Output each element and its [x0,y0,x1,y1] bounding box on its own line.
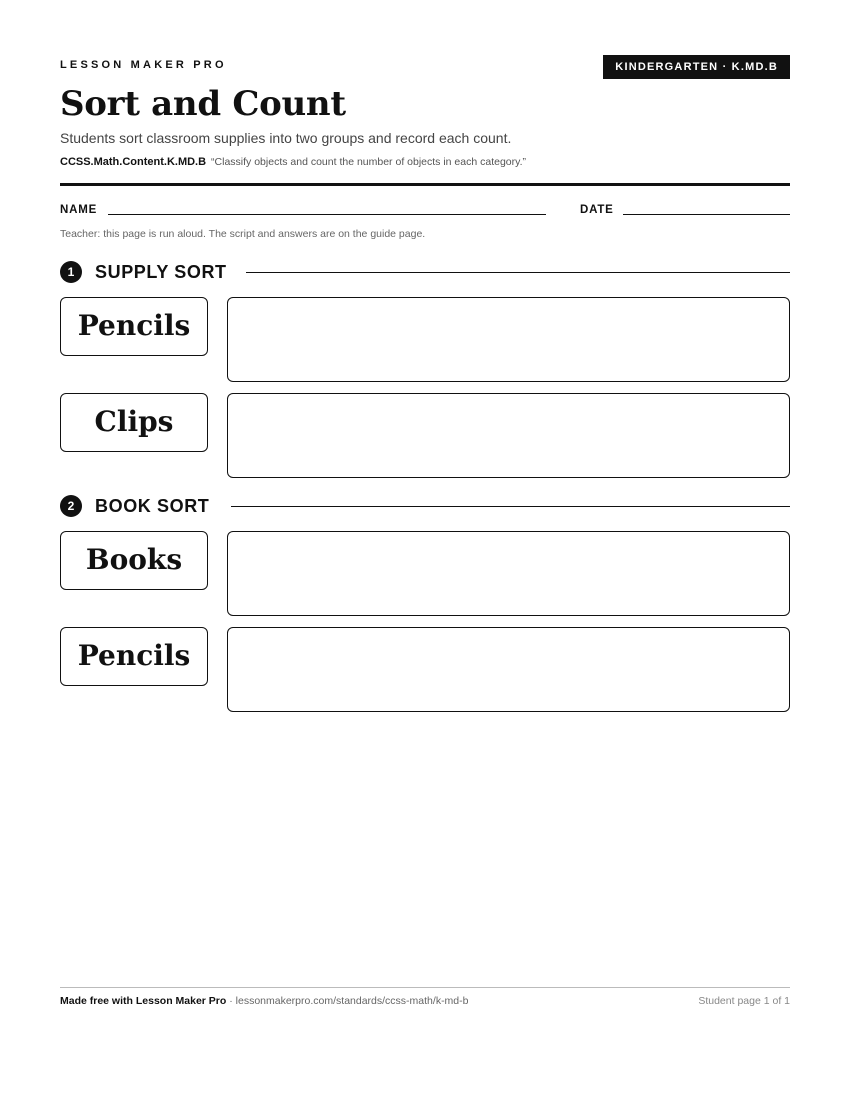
page-subtitle: Students sort classroom supplies into two groups and record each count. [60,130,512,146]
page-title: Sort and Count [60,84,346,124]
answer-box[interactable] [227,627,790,712]
sort-row [60,627,790,712]
section-title: BOOK SORT [95,496,210,516]
category-label: Clips [60,393,208,452]
name-label: NAME [60,204,98,216]
sort-row [60,531,790,616]
section-title: SUPPLY SORT [95,262,227,282]
sort-row [60,297,790,382]
answer-box[interactable] [227,393,790,478]
standard-quote: “Classify objects and count the number of objects in each category.” [211,156,527,168]
answer-box[interactable] [227,297,790,382]
category-label: Books [60,531,208,590]
section-supply-sort [60,260,790,284]
section-number: 2 [60,495,82,517]
section-number: 1 [60,261,82,283]
name-field[interactable] [108,214,546,215]
standard-code: CCSS.Math.Content.K.MD.B [60,156,207,168]
section-rule [246,272,790,273]
header-divider [60,183,790,186]
category-label: Pencils [60,627,208,686]
footer-page-info: Student page 1 of 1 [698,995,790,1007]
footer-divider [60,987,790,988]
teacher-note: Teacher: this page is run aloud. The script and answers are on the guide page. [60,228,426,240]
answer-box[interactable] [227,531,790,616]
footer-credit: Made free with Lesson Maker Pro · lessonmakerpro.com/standards/ccss-math/k-md-b [60,995,469,1007]
section-rule [231,506,790,507]
worksheet-page [60,0,790,1100]
brand-name: LESSON MAKER PRO [60,59,227,71]
grade-badge: KINDERGARTEN · K.MD.B [603,55,790,79]
date-label: DATE [580,204,614,216]
date-field[interactable] [623,214,790,215]
section-book-sort [60,494,790,518]
footer-made-with: Made free with Lesson Maker Pro [60,995,227,1007]
standard-line [60,156,526,168]
category-label: Pencils [60,297,208,356]
footer-url[interactable]: lessonmakerpro.com/standards/ccss-math/k-md-b [235,995,469,1007]
sort-row [60,393,790,478]
